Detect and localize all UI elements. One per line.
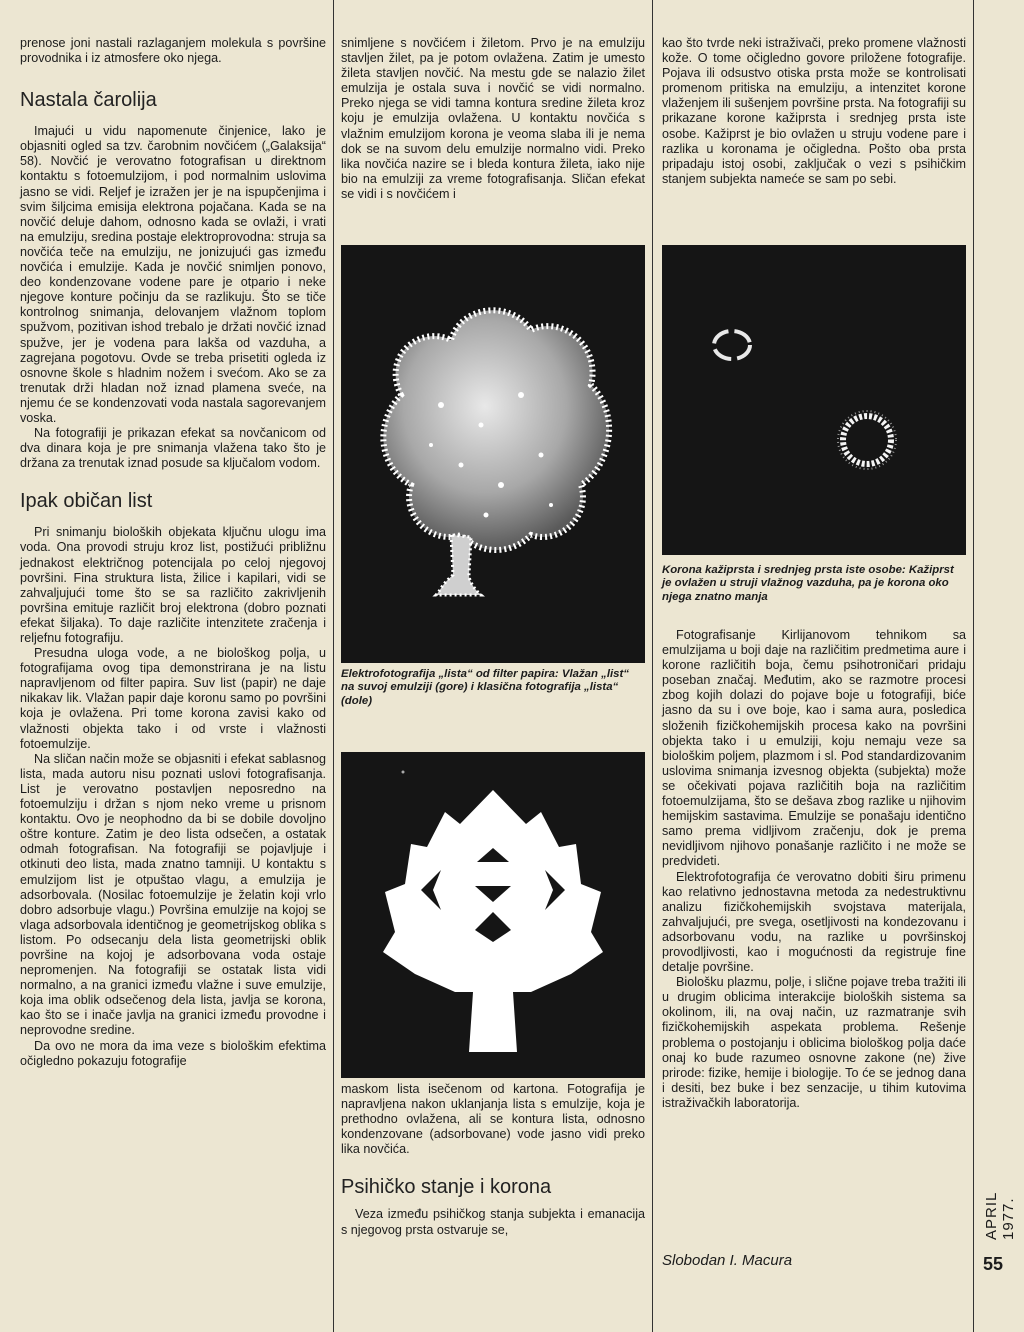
finger-corona-image [662, 245, 966, 555]
issue-date: APRIL 1977. [983, 1192, 1017, 1240]
leaf-cutout-image [341, 752, 645, 1078]
column-2-top [341, 36, 645, 202]
paragraph: Presudna uloga vode, a ne biološkog polja, u fotografijama ovog tipa demonstrirana je na listu napravljenom od filter papira. Suv list (papir) ne daje nikakav lik. Vlažan papir daje koronu samo po površini koja je ovlažena. Pri tome korona zavisi kako od vlažnosti objekta tako i od vrste i vlažnosti fotoemulzije. [20, 646, 326, 751]
paragraph: Na fotografiji je prikazan efekat sa novčanicom od dva dinara koja je pre snimanja vlažena tako što je držana za trenutak iznad posude sa ključalom vodom. [20, 426, 326, 471]
leaf-electrophoto [341, 245, 645, 663]
column-rule-2 [652, 0, 653, 1332]
column-2-bottom [341, 1082, 645, 1238]
column-rule-1 [333, 0, 334, 1332]
paragraph: Biološku plazmu, polje, i slične pojave treba tražiti ili u drugim oblicima interakcije bioloških sistema sa okolinom, ili, na ovaj način, uz razmatranje svih fizičkohemijskih aspekata problema. Rešenje problema o postojanju i oblicima biološkog polja daće onaj ko bude razumeo osnovne zakone (ne) žive prirode: fizike, hemije i biologije. To će se jednog dana i desiti, bez buke i bez senzacije, u tihim kutovima istraživačkih laboratorija. [662, 975, 966, 1110]
leaf-cutout-photo [341, 752, 645, 1078]
paragraph: maskom lista isečenom od kartona. Fotografija je napravljena nakon uklanjanja lista s emulzije, koja je prethodno ovlažena, ali se kontura lista, odnosno kondenzovane (adsorbovane) vode jasno vidi preko lika novčića. [341, 1082, 645, 1157]
leaf-corona-image [341, 245, 645, 663]
finger-photo-caption: Korona kažiprsta i srednjeg prsta iste osobe: Kažiprst je ovlažen u struji vlažnog vazduha, pa je korona oko njega znatno manja [662, 564, 954, 603]
paragraph: Fotografisanje Kirlijanovom tehnikom sa emulzijama u boji daje na različitim predmetima aure i korone različitih boja, čemu psihotroničari pridaju poseban značaj. Međutim, ako se razmotre procesi zbog kojih dolazi do pojave boje u fotografiji, biće jasno da su i ove boje, kao i sama aura, posledica složenih fizičkohemijskih procesa kako na površini objekta tako i u emulziji, koju nemaju veze sa biološkim poljem, plazmom i sl. Pod standardizovanim uslovima snimanja izvesnog objekta (subjekta) može se očekivati pojava različitih boja na različitim fotoemulzijama, što se dešava zbog razlike u njihovim hemijskim sastavima. Emulzije se ponašaju identično samo prema vidljivom zračenju, dok je prema nevidljivom njihovo ponašanje različito i ne može se predvideti. [662, 628, 966, 869]
paragraph: kao što tvrde neki istraživači, preko promene vlažnosti kože. O tome očigledno govore priložene fotografije. Pojava ili odsustvo otiska prsta može se kontrolisati promenom pritiska na emulziju, a intenzitet korone vlaženjem ili sušenjem površine prsta. Na fotografiji su prikazane korone kažiprsta i srednjeg prsta iste osobe. Kažiprst je bio ovlažen u struju vodene pare i razlika u koronama je očigledna. Pošto oba prsta pripadaju istoj osobi, zaključak o vezi s psihičkim stanjem subjekta nameće se sam po sebi. [662, 36, 966, 186]
heading-nastala-carolija: Nastala čarolija [20, 89, 157, 112]
paragraph: Veza između psihičkog stanja subjekta i emanacija s njegovog prsta ostvaruje se, [341, 1207, 645, 1237]
paragraph: Da ovo ne mora da ima veze s biološkim efektima očigledno pokazuju fotografije [20, 1038, 326, 1068]
heading-ipak-obican-list: Ipak običan list [20, 490, 153, 513]
column-1 [20, 36, 326, 1069]
heading-psihicko-stanje: Psihičko stanje i korona [341, 1176, 552, 1199]
paragraph: Pri snimanju bioloških objekata ključnu ulogu ima voda. Ona provodi struju kroz list, postižući približnu jednakost električnog potencijala po celoj njegovoj površini. Fina struktura lista, žilice i kapilari, vidi se zahvaljujući tome što se sa različito zakrivljenih površina emituje različit broj elektrona (dobro poznati efekat šiljaka). To daje različite intenzitete zračenja i reljefnu fotografiju. [20, 525, 326, 645]
column-3-bottom [662, 628, 966, 1111]
column-rule-3 [973, 0, 974, 1332]
paragraph: snimljene s novčićem i žiletom. Prvo je na emulziju stavljen žilet, pa je potom ovlažena. Zatim je umesto žileta stavljen novčić. Na mestu gde se nalazio žilet emulzija je ostala suva i novčić se vidi normalno. Preko njega se vidi tamna kontura sredine žileta kroz koju je emulzija ovlažena. U kontaktu novčića s vlažnim emulzijom korona je veoma slaba ili je nema dok se na suvom delu emulzije normalno vidi. Preko lika novčića nazire se i bleda kontura žileta, iako nije bio na emulziji za vreme fotografisanja. Sličan efekat se vidi i s novčićem i [341, 36, 645, 201]
page-number: 55 [983, 1254, 1004, 1274]
intro-paragraph: prenose joni nastali razlaganjem molekula s površine provodnika i iz atmosfere oko njega. [20, 36, 326, 66]
author-signature: Slobodan I. Macura [662, 1252, 793, 1269]
paragraph: Na sličan način može se objasniti i efekat sablasnog lista, mada autoru nisu poznati uslovi fotografisanja. List je verovatno postavljen neposredno na fotoemulziju i držan s njom neko vreme u prisnom kontaktu. Ovo je neophodno da bi se dobile dovoljno oštre konture. Zatim je deo lista odsečen, a ostatak odmah fotografisan. Na fotografiji se pojavljuje i otkinuti deo lista, mada znatno tamniji. U kontaktu s emulzijom list je otpuštao vlagu, a emulzija je adsorbovala. (Nosilac fotoemulzije je želatin koji vrlo dobro adsorbuje vlagu.) Površina emulzije na kojoj se vlaga adsorbovala identičnog je geometrijskog oblika s listom. Po odsecanju dela lista geometrijski oblik površine na kojoj je adsorbovana voda ostaje nepromenjen. Na fotografiji se ostatak lista vidi normalno, a na granici između vlažne i suve emulzije, koja ima oblik odsečenog dela lista, javlja se korona, kao što se i inače javlja na granici između provodne i neprovodne sredine. [20, 751, 326, 1038]
finger-corona-photo [662, 245, 966, 555]
paragraph: Elektrofotografija će verovatno dobiti širu primenu kao relativno jednostavna metoda za nedestruktivnu analizu fizičkohemijskih svojstava materijala, zahvaljujući, pre svega, osetljivosti na kondezovanu i adsorbovanu vodu, na razlike u površinskoj provodljivosti, kao i mogućnosti da registruje fine detalje površine. [662, 869, 966, 975]
column-3-top [662, 36, 966, 187]
paragraph: Imajući u vidu napomenute činjenice, lako je objasniti ogled sa tzv. čarobnim novčićem („Galaksija“ 58). Novčić je verovatno fotografisan u direktnom kontaktu s fotoemulzijom, i pod normalnim uslovima jasno se vidi. Reljef je izražen jer je na ispupčenjima i svim šiljcima emisija elektrona pojačana. Kada se na novčić deluje dahom, odnosno kada se ovlaži, i vrati na emulziju, sredina postaje elektroprovodna: struja sa novčića teče na emulziju, ne jonizujući gas između novčića i emulzije. Kada je novčić snimljen ponovo, deo kondenzovane vodene pare je otpario i neke njegove konture počinju da se razlikuju. Što se tiče kontrolnog snimanja, delovanjem vlažnom toplom spužvom, pozitivan ishod trebalo je držati novčić iznad spužve, jer je vodena para lakša od vazduha, a zagrejana pogotovu. Ovde se treba prisetiti ogleda iz osnovne škole s hladnim nožem i svećom. Ako se za trenutak drži hladan nož iznad plamena sveće, na njemu će se kondenzovati voda nastala sagorevanjem voska. [20, 124, 326, 425]
leaf-photo-caption: Elektrofotografija „lista“ od filter papira: Vlažan „list“ na suvoj emulziji (gore) i klasična fotografija „lista“ (dole) [341, 668, 629, 707]
